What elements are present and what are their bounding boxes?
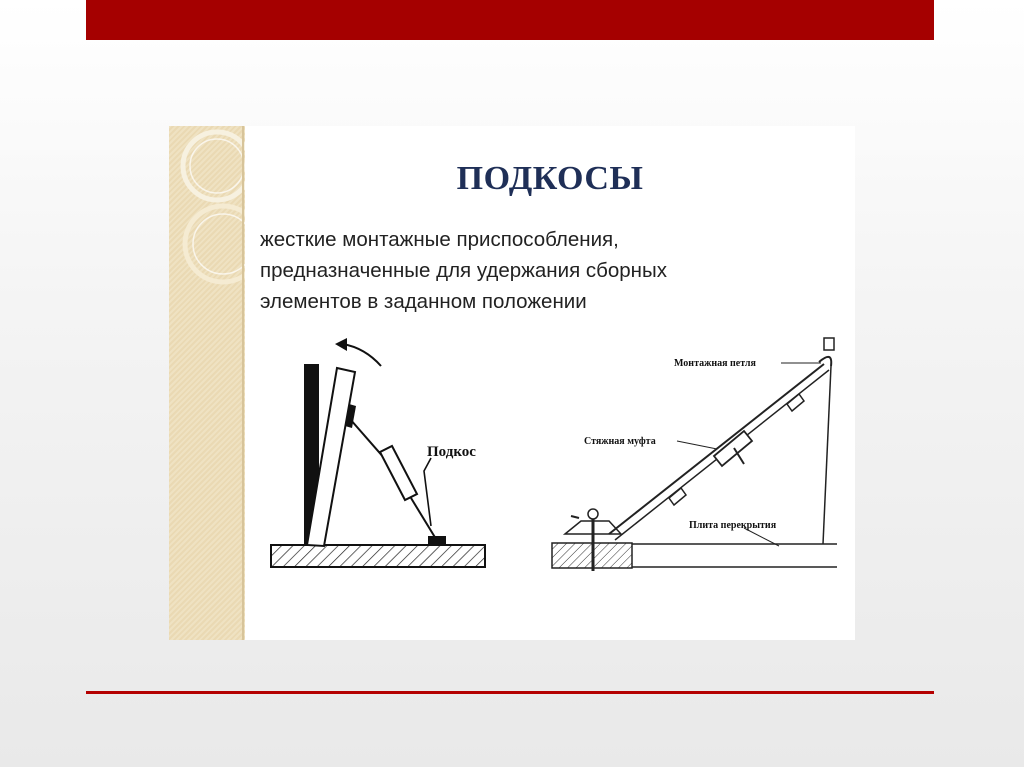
bolt-pin: [571, 516, 579, 518]
bottom-accent-line: [86, 691, 934, 694]
leader-coupling: [677, 441, 717, 449]
description-line: жесткие монтажные приспособления,: [260, 228, 619, 251]
description-line: элементов в заданном положении: [260, 290, 587, 313]
ground-slab-left: [271, 545, 485, 567]
slab-label: Плита перекрытия: [689, 520, 777, 531]
floor-anchor: [428, 536, 446, 545]
coupling-label: Стяжная муфта: [584, 436, 656, 447]
bolt-head-icon: [588, 509, 598, 519]
rotation-arrow-icon: [343, 344, 381, 366]
mounting-loop-icon: [819, 357, 831, 366]
slide-image: [169, 126, 855, 640]
label-leader-left: [424, 458, 431, 526]
mounting-loop-label: Монтажная петля: [674, 358, 756, 369]
loop-bracket: [824, 338, 834, 350]
brace-clamp-lower: [669, 488, 686, 505]
wall-element-edge: [823, 366, 831, 544]
right-brace-figure: [552, 338, 837, 571]
arrow-head-icon: [335, 338, 347, 351]
brace-rod-lower: [411, 498, 436, 539]
brace-label: Подкос: [427, 444, 476, 460]
brace-turnbuckle: [380, 446, 417, 500]
top-accent-bar: [86, 0, 934, 40]
slide-title: ПОДКОСЫ: [456, 160, 644, 197]
brace-clamp-upper: [787, 394, 804, 411]
left-brace-figure: [271, 338, 485, 567]
description-line: предназначенные для удержания сборных: [260, 259, 667, 282]
brace-diagrams: [169, 126, 855, 640]
